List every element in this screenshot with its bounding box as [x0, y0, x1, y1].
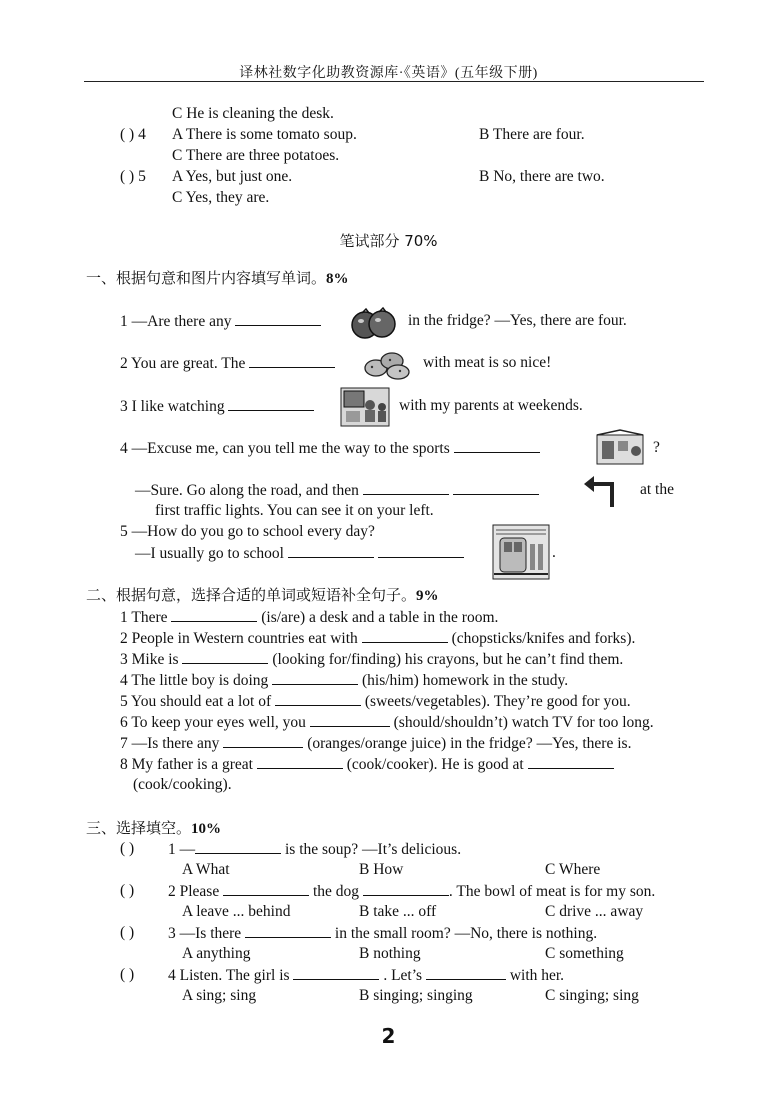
listen-q4-paren[interactable]: ( ) 4 — [120, 126, 146, 143]
s3-q4-a1: 4 Listen. The girl is — [168, 967, 290, 984]
s1-q1-text-b: in the fridge? —Yes, there are four. — [408, 312, 627, 329]
s2-l4-b: (his/him) homework in the study. — [362, 672, 569, 689]
s2-l3-b: (looking for/finding) his crayons, but he can’t find them. — [272, 651, 624, 668]
s3-q2-blank-1[interactable] — [223, 881, 309, 896]
s1-q2 — [120, 353, 335, 374]
s2-line-5 — [120, 691, 631, 712]
s3-q1-stem — [168, 839, 461, 860]
s2-l6-a: 6 To keep your eyes well, you — [120, 714, 306, 731]
stadium-icon — [596, 429, 644, 465]
s2-l5-b: (sweets/vegetables). They’re good for you. — [364, 693, 631, 710]
s1-q3-blank[interactable] — [228, 396, 314, 411]
s3-q1-a1: 1 — — [168, 841, 196, 858]
s2-line-8 — [120, 754, 614, 775]
s1-q1-text-a: 1 —Are there any — [120, 313, 232, 330]
s2-line-6 — [120, 712, 654, 733]
s3-q1-opt-c: C Where — [545, 861, 601, 878]
s1-q4-text-a: 4 —Excuse me, can you tell me the way to the sports — [120, 440, 450, 457]
s3-q2-a2: the dog — [312, 883, 360, 900]
s2-line-1 — [120, 607, 498, 628]
s3-q1-a2: is the soup? —It’s delicious. — [285, 841, 462, 858]
s1-q3-text-b: with my parents at weekends. — [399, 397, 583, 414]
s2-l1-blank[interactable] — [171, 607, 257, 622]
section-2-title: 二、根据句意，选择合适的单词或短语补全句子。 — [86, 586, 417, 604]
page-header: 译林社数字化助教资源库·《英语》(五年级下册) — [239, 66, 538, 81]
s1-q1 — [120, 311, 321, 332]
s1-q5-text-c: . — [552, 544, 556, 561]
s3-q1-blank[interactable] — [195, 839, 281, 854]
s3-q2-blank-2[interactable] — [363, 881, 449, 896]
s3-q4-opt-b: B singing; singing — [359, 987, 473, 1004]
s1-q3 — [120, 396, 314, 417]
s2-line-7 — [120, 733, 631, 754]
listen-q4-option-c: C There are three potatoes. — [172, 147, 340, 164]
s3-q4-opt-a: A sing; sing — [182, 987, 257, 1004]
s2-l8-blank-2[interactable] — [528, 754, 614, 769]
s3-q3-opt-a: A anything — [182, 945, 251, 962]
s1-q5-blank-1[interactable] — [288, 543, 374, 558]
listen-q5-paren[interactable]: ( ) 5 — [120, 168, 146, 185]
s3-q1-opt-a: A What — [182, 861, 230, 878]
metro-train-icon — [492, 524, 550, 580]
s3-q3-blank[interactable] — [245, 923, 331, 938]
s1-q4-text-b: ? — [653, 439, 660, 456]
s2-l8-c: (cook/cooking). — [133, 776, 232, 793]
s1-q4-blank-2[interactable] — [363, 480, 449, 495]
s2-l3-blank[interactable] — [182, 649, 268, 664]
s3-q4-a2: . Let’s — [383, 967, 423, 984]
s2-l8-blank-1[interactable] — [257, 754, 343, 769]
s3-q4-blank-1[interactable] — [293, 965, 379, 980]
s1-q4 — [120, 438, 540, 459]
s2-l2-b: (chopsticks/knifes and forks). — [451, 630, 636, 647]
s1-q3-text-a: 3 I like watching — [120, 398, 225, 415]
s2-line-2 — [120, 628, 635, 649]
s3-q1-paren[interactable]: ( ) — [120, 840, 135, 857]
section-2-score: 9% — [416, 588, 439, 604]
s1-q5-text-a: 5 —How do you go to school every day? — [120, 523, 375, 540]
s3-q4-blank-2[interactable] — [426, 965, 506, 980]
s3-q4-a3: with her. — [509, 967, 565, 984]
s2-l4-blank[interactable] — [272, 670, 358, 685]
s2-l4-a: 4 The little boy is doing — [120, 672, 269, 689]
s1-q2-text-a: 2 You are great. The — [120, 355, 246, 372]
section-3-score: 10% — [191, 821, 222, 837]
s1-q5-text-b: —I usually go to school — [135, 545, 284, 562]
s3-q2-stem — [168, 881, 655, 902]
s2-l2-a: 2 People in Western countries eat with — [120, 630, 358, 647]
s3-q2-opt-c: C drive ... away — [545, 903, 644, 920]
listen-q5-option-c: C Yes, they are. — [172, 189, 270, 206]
s2-l8-b: (cook/cooker). He is good at — [346, 756, 524, 773]
s3-q4-stem — [168, 965, 564, 986]
s2-l8-a: 8 My father is a great — [120, 756, 253, 773]
s3-q3-a2: in the small room? —No, there is nothing. — [334, 925, 598, 942]
s3-q2-a3: . The bowl of meat is for my son. — [448, 883, 656, 900]
tomato-icon — [350, 306, 398, 340]
listen-q4-option-a: A There is some tomato soup. — [172, 126, 357, 143]
turn-left-arrow-icon — [582, 472, 620, 508]
written-part-title: 笔试部分 70% — [339, 232, 438, 250]
s2-l5-a: 5 You should eat a lot of — [120, 693, 272, 710]
listen-q5-option-b: B No, there are two. — [479, 168, 605, 185]
s1-q5 — [135, 543, 464, 564]
s3-q4-paren[interactable]: ( ) — [120, 966, 135, 983]
section-2-heading — [86, 585, 439, 606]
s3-q3-opt-c: C something — [545, 945, 624, 962]
s2-l7-b: (oranges/orange juice) in the fridge? —Yes, there is. — [307, 735, 632, 752]
s1-q4-text-e: first traffic lights. You can see it on your left. — [155, 502, 434, 519]
s1-q4-blank-1[interactable] — [454, 438, 540, 453]
s3-q3-opt-b: B nothing — [359, 945, 421, 962]
s1-q4-blank-3[interactable] — [453, 480, 539, 495]
s1-q2-blank[interactable] — [249, 353, 335, 368]
s3-q3-a1: 3 —Is there — [168, 925, 242, 942]
s2-l5-blank[interactable] — [275, 691, 361, 706]
s2-l1-b: (is/are) a desk and a table in the room. — [261, 609, 499, 626]
s2-l3-a: 3 Mike is — [120, 651, 179, 668]
s3-q1-opt-b: B How — [359, 861, 404, 878]
tv-family-icon — [340, 387, 390, 427]
potato-icon — [362, 348, 412, 382]
section-1-title: 一、根据句意和图片内容填写单词。 — [86, 269, 327, 287]
s3-q4-opt-c: C singing; sing — [545, 987, 639, 1004]
listen-q5-option-a: A Yes, but just one. — [172, 168, 293, 185]
section-3-heading — [86, 818, 221, 839]
s3-q2-opt-b: B take ... off — [359, 903, 437, 920]
s3-q3-paren[interactable]: ( ) — [120, 924, 135, 941]
s3-q2-paren[interactable]: ( ) — [120, 882, 135, 899]
s2-line-4 — [120, 670, 568, 691]
s2-l2-blank[interactable] — [362, 628, 448, 643]
section-1-heading — [86, 268, 349, 289]
s1-q5-blank-2[interactable] — [378, 543, 464, 558]
s3-q3-stem — [168, 923, 597, 944]
section-3-title: 三、选择填空。 — [86, 819, 192, 837]
s2-line-3 — [120, 649, 623, 670]
s1-q4-text-d: at the — [640, 481, 674, 498]
s2-l7-a: 7 —Is there any — [120, 735, 220, 752]
s3-q2-a1: 2 Please — [168, 883, 220, 900]
s1-q2-text-b: with meat is so nice! — [423, 354, 552, 371]
s2-l6-b: (should/shouldn’t) watch TV for too long. — [393, 714, 654, 731]
listen-q4-option-b: B There are four. — [479, 126, 585, 143]
s1-q4-reply — [135, 480, 539, 501]
section-1-score: 8% — [326, 271, 349, 287]
s3-q2-opt-a: A leave ... behind — [182, 903, 291, 920]
s1-q1-blank[interactable] — [235, 311, 321, 326]
header-rule — [84, 81, 704, 82]
s2-l6-blank[interactable] — [310, 712, 390, 727]
s2-l1-a: 1 There — [120, 609, 168, 626]
page-number: 2 — [381, 1024, 396, 1048]
s2-l7-blank[interactable] — [223, 733, 303, 748]
s1-q4-text-c: —Sure. Go along the road, and then — [135, 482, 359, 499]
listen-q3-option-c: C He is cleaning the desk. — [172, 105, 334, 122]
